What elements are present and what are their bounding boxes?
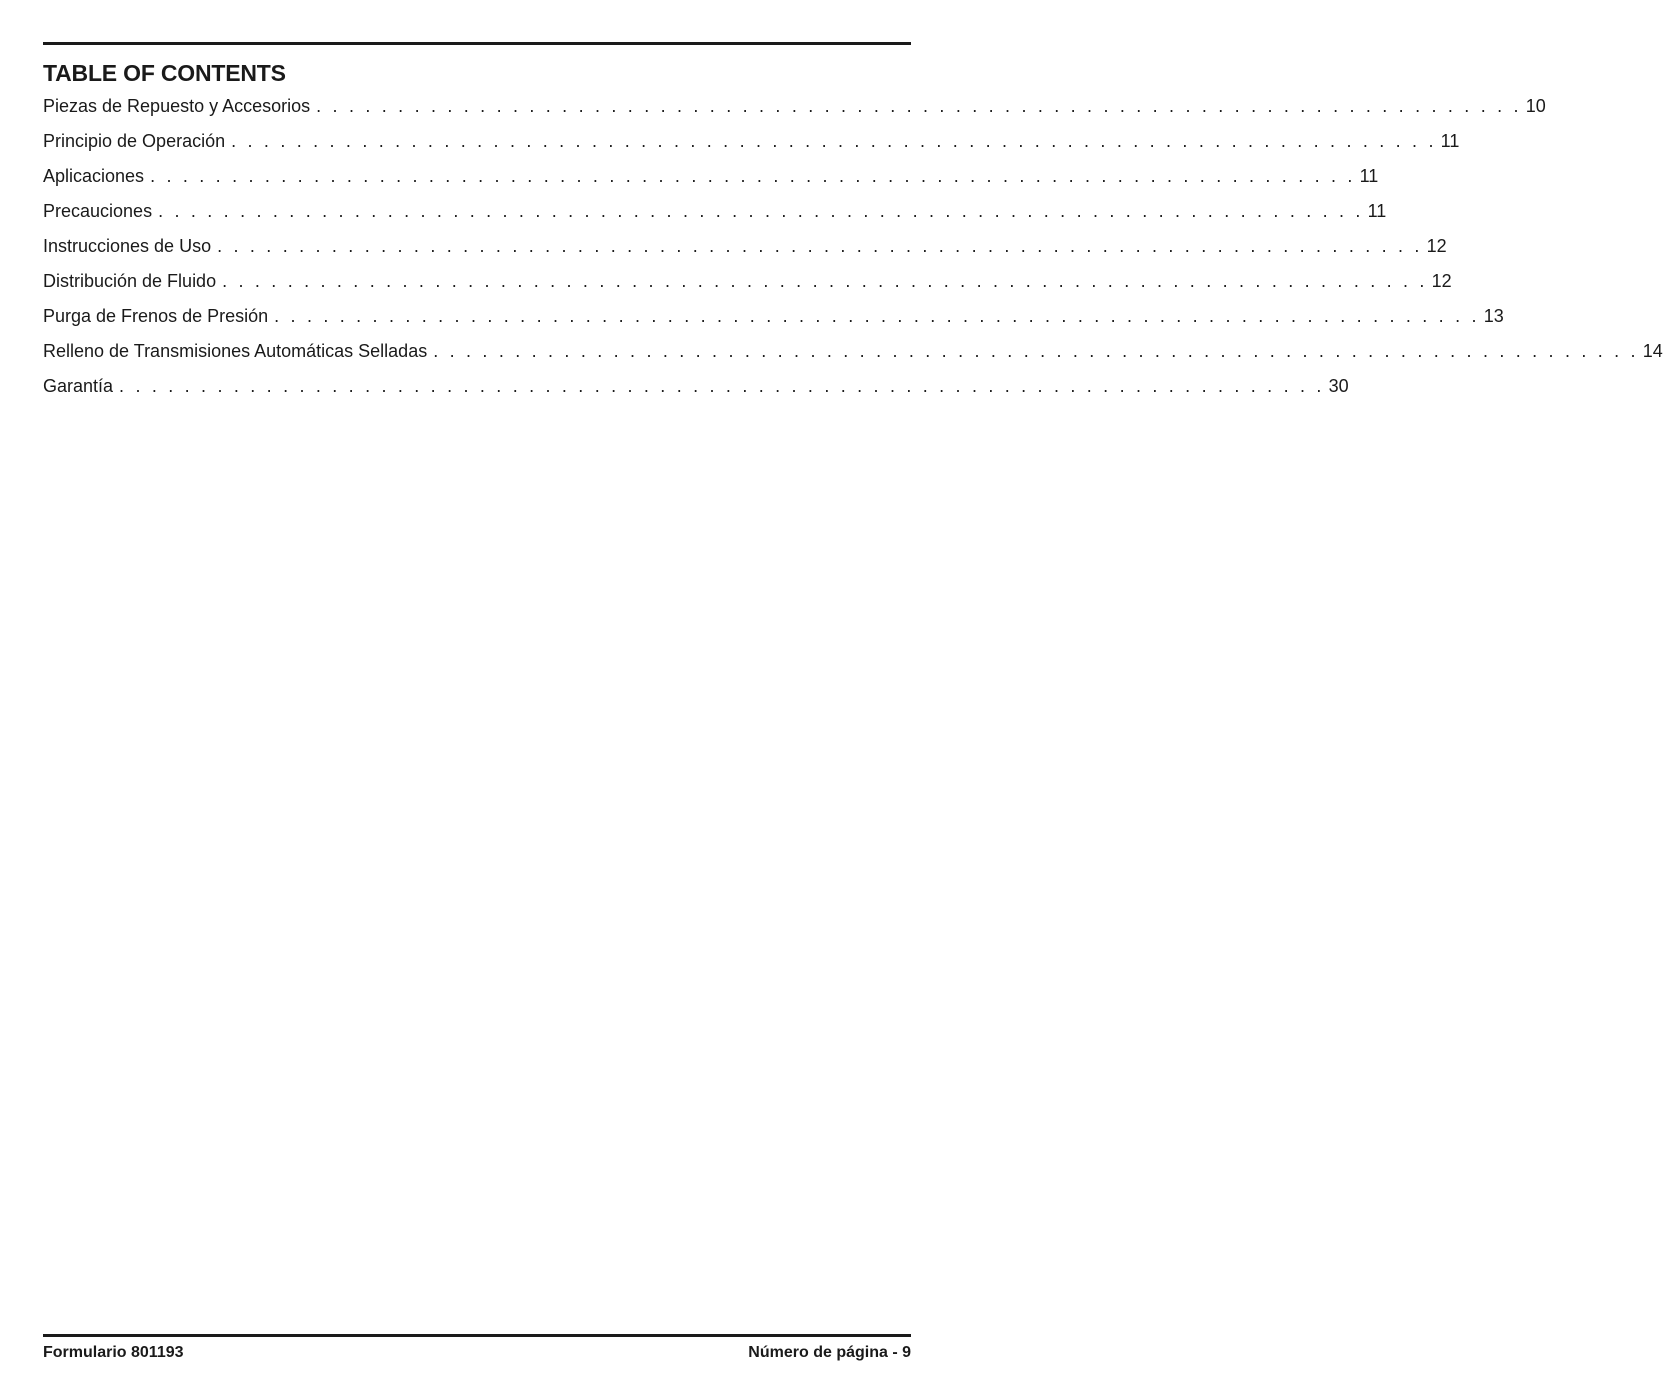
toc-entry-brake-bleeding[interactable] bbox=[43, 306, 1504, 341]
toc-entry-fluid-distribution[interactable] bbox=[43, 271, 1452, 306]
toc-entry-precautions[interactable] bbox=[43, 201, 1387, 236]
toc-entry-applications[interactable] bbox=[43, 166, 1379, 201]
toc-entry-page: 11 bbox=[1367, 201, 1387, 221]
toc-dot-leader: . . . . . . . . . . . . . . . . . . . . . . . . . . . . . . . . . . . . . . . . . . . . . . . . . . . . . . . . . . . . . . . . . . . . . . . . . . bbox=[150, 166, 1356, 186]
toc-entry-label: Principio de Operación bbox=[43, 131, 226, 151]
toc-entry-label: Purga de Frenos de Presión bbox=[43, 306, 269, 326]
toc-list bbox=[43, 96, 1663, 411]
footer-rule bbox=[43, 1334, 911, 1337]
toc-dot-leader: . . . . . . . . . . . . . . . . . . . . . . . . . . . . . . . . . . . . . . . . . . . . . . . . . . . . . . . . . . . . . . . . . . . . . . . . . . bbox=[274, 306, 1480, 326]
toc-entry-page: 12 bbox=[1431, 271, 1452, 291]
toc-entry-label: Piezas de Repuesto y Accesorios bbox=[43, 96, 311, 116]
footer-form-number: Formulario 801193 bbox=[43, 1344, 184, 1361]
toc-dot-leader: . . . . . . . . . . . . . . . . . . . . . . . . . . . . . . . . . . . . . . . . . . . . . . . . . . . . . . . . . . . . . . . . . . . . . . . . . . bbox=[433, 341, 1639, 361]
toc-entry-page: 11 bbox=[1359, 166, 1379, 186]
toc-entry-page: 30 bbox=[1328, 376, 1349, 396]
toc-entry-page: 13 bbox=[1483, 306, 1504, 326]
toc-dot-leader: . . . . . . . . . . . . . . . . . . . . . . . . . . . . . . . . . . . . . . . . . . . . . . . . . . . . . . . . . . . . . . . . . . . . . . . . . . bbox=[222, 271, 1428, 291]
toc-entry-label: Relleno de Transmisiones Automáticas Selladas bbox=[43, 341, 428, 361]
footer-page-number: Número de página - 9 bbox=[748, 1344, 911, 1361]
toc-entry-replacement-parts[interactable] bbox=[43, 96, 1546, 131]
toc-title: TABLE OF CONTENTS bbox=[43, 60, 286, 86]
toc-entry-label: Distribución de Fluido bbox=[43, 271, 217, 291]
toc-entry-label: Garantía bbox=[43, 376, 114, 396]
toc-entry-label: Instrucciones de Uso bbox=[43, 236, 212, 256]
toc-entry-operating-principle[interactable] bbox=[43, 131, 1460, 166]
toc-entry-page: 12 bbox=[1426, 236, 1447, 256]
toc-entry-sealed-transmission-fill[interactable] bbox=[43, 341, 1663, 376]
toc-entry-page: 10 bbox=[1525, 96, 1546, 116]
toc-entry-usage-instructions[interactable] bbox=[43, 236, 1447, 271]
toc-entry-page: 11 bbox=[1440, 131, 1460, 151]
header-rule bbox=[43, 42, 911, 45]
toc-dot-leader: . . . . . . . . . . . . . . . . . . . . . . . . . . . . . . . . . . . . . . . . . . . . . . . . . . . . . . . . . . . . . . . . . . . . . . . . . . bbox=[231, 131, 1437, 151]
toc-entry-label: Aplicaciones bbox=[43, 166, 145, 186]
toc-dot-leader: . . . . . . . . . . . . . . . . . . . . . . . . . . . . . . . . . . . . . . . . . . . . . . . . . . . . . . . . . . . . . . . . . . . . . . . . . . bbox=[158, 201, 1364, 221]
toc-entry-page: 14 bbox=[1642, 341, 1663, 361]
toc-dot-leader: . . . . . . . . . . . . . . . . . . . . . . . . . . . . . . . . . . . . . . . . . . . . . . . . . . . . . . . . . . . . . . . . . . . . . . . . . . bbox=[316, 96, 1522, 116]
toc-entry-label: Precauciones bbox=[43, 201, 153, 221]
toc-entry-warranty[interactable] bbox=[43, 376, 1349, 411]
toc-dot-leader: . . . . . . . . . . . . . . . . . . . . . . . . . . . . . . . . . . . . . . . . . . . . . . . . . . . . . . . . . . . . . . . . . . . . . . . . . . bbox=[119, 376, 1325, 396]
toc-dot-leader: . . . . . . . . . . . . . . . . . . . . . . . . . . . . . . . . . . . . . . . . . . . . . . . . . . . . . . . . . . . . . . . . . . . . . . . . . . bbox=[217, 236, 1423, 256]
